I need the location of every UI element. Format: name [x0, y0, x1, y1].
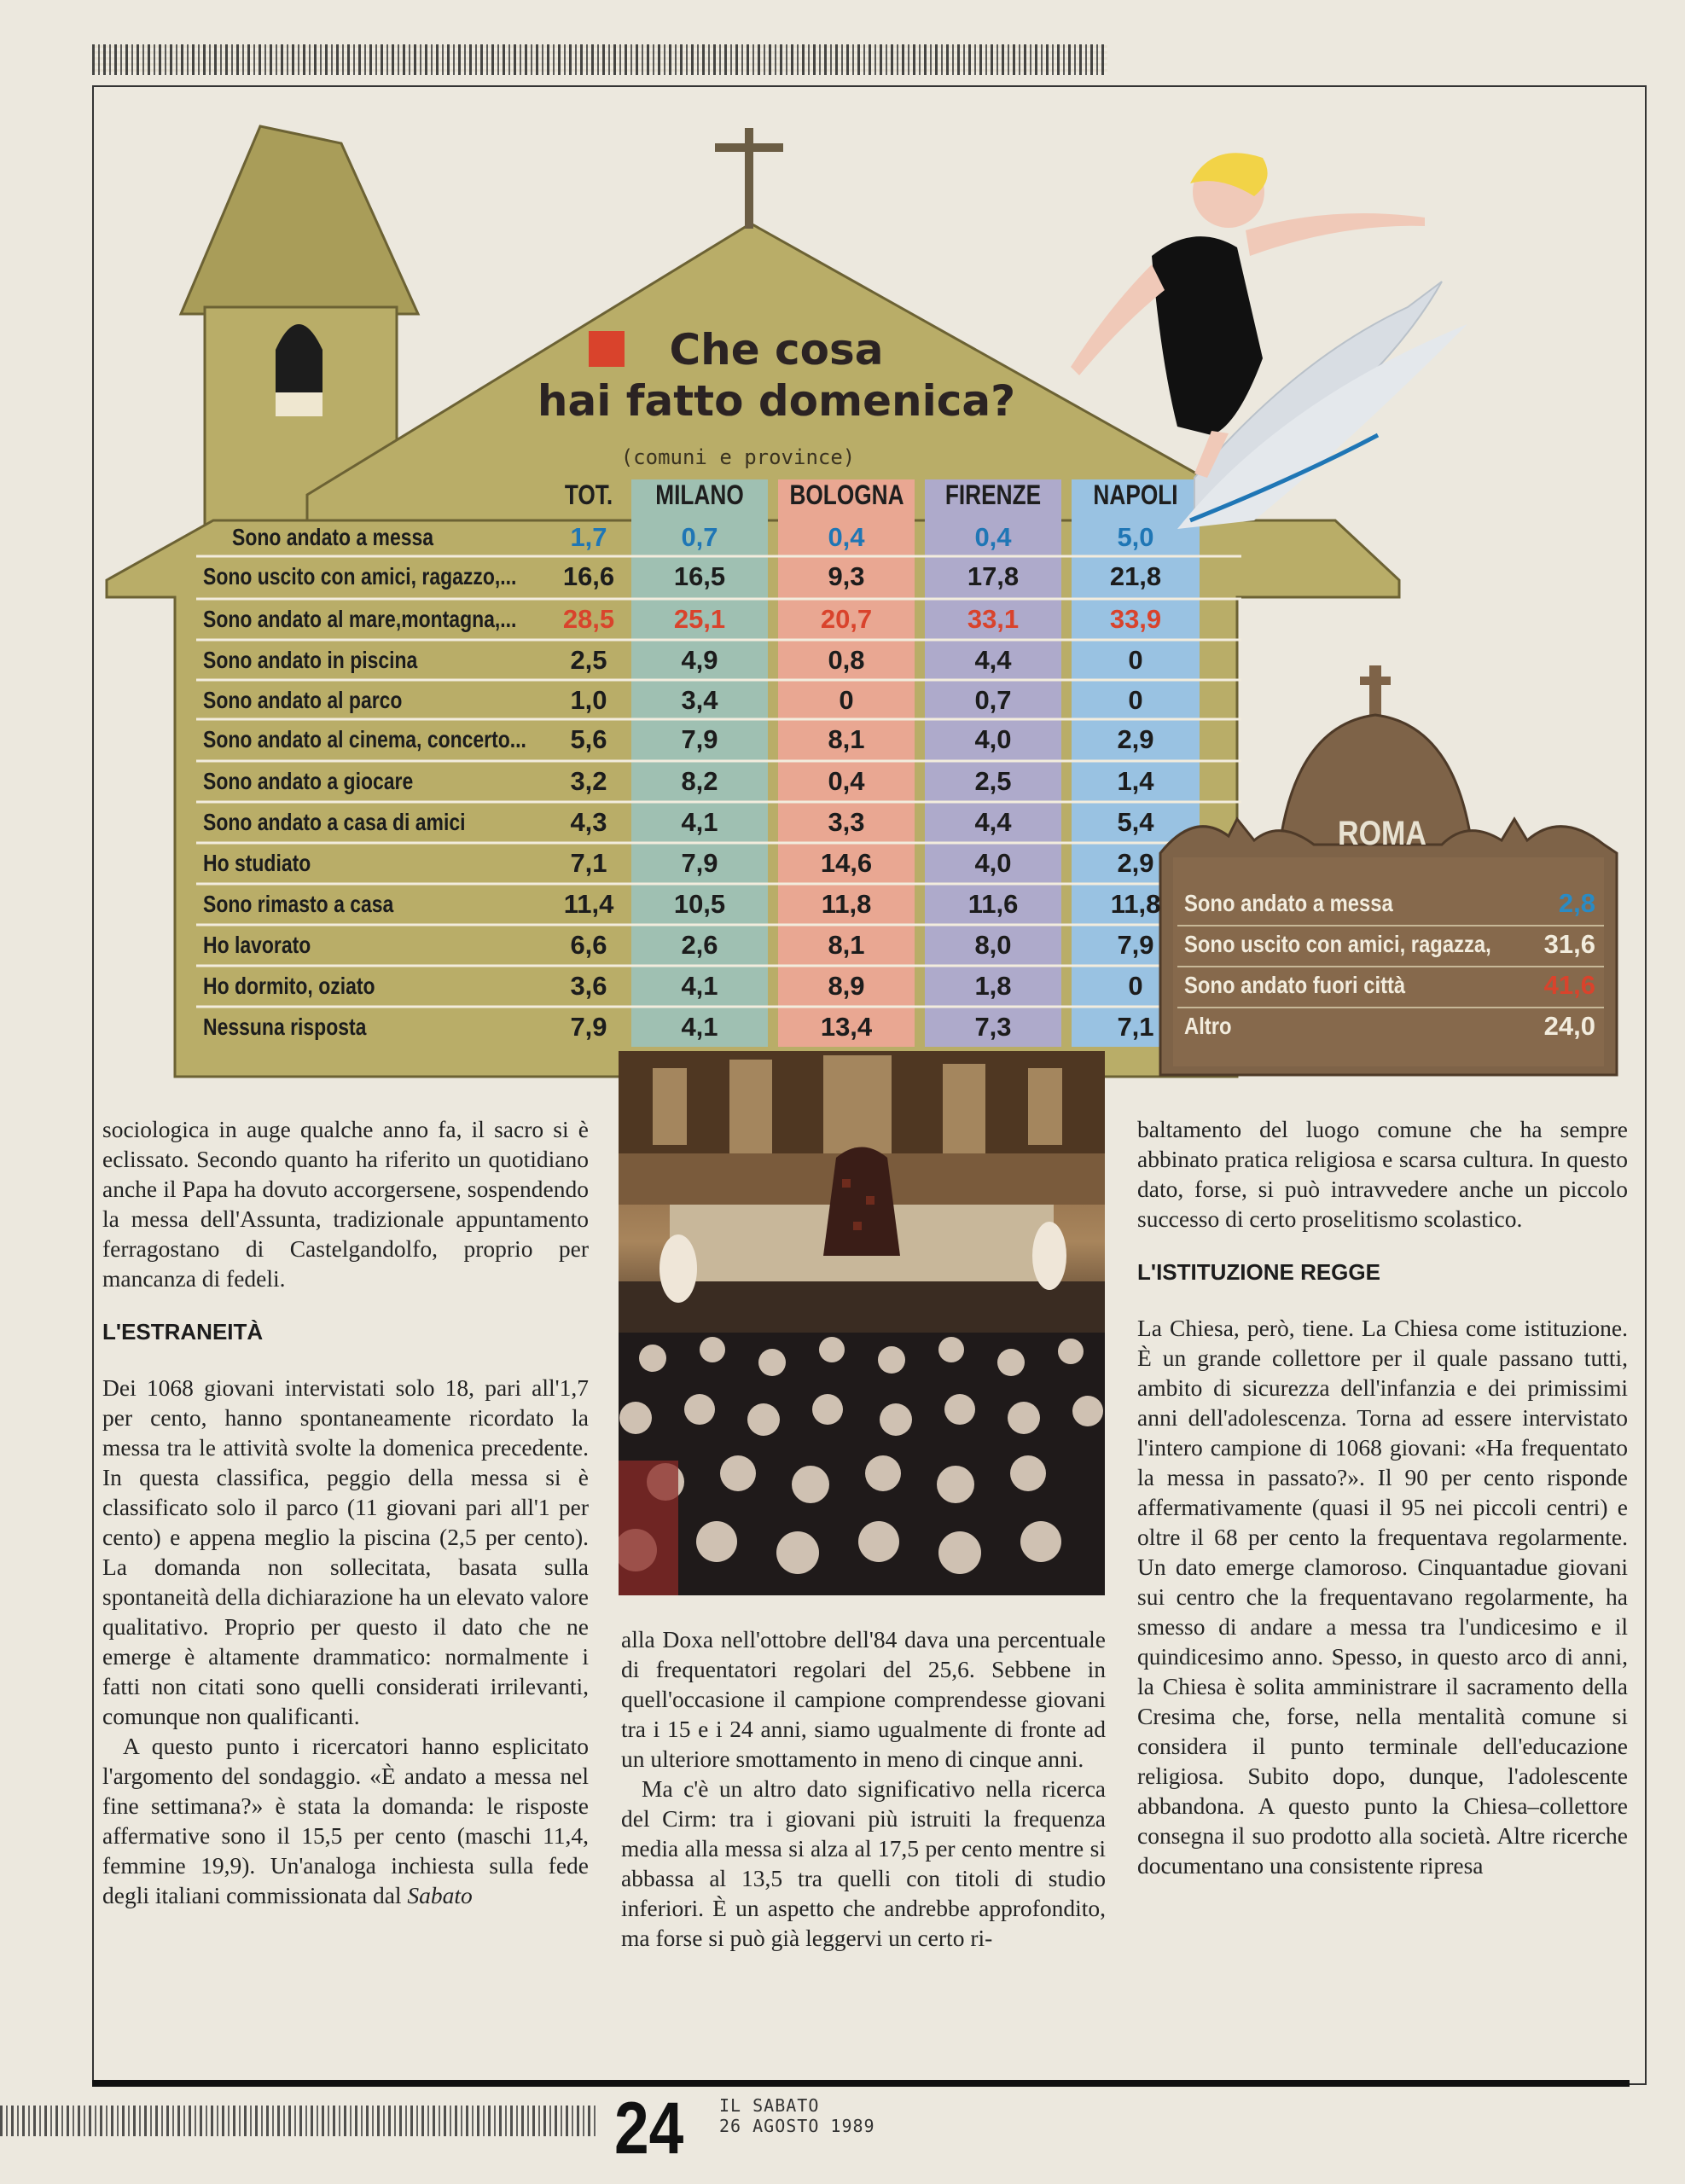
row-value-tot: 16,6: [562, 561, 615, 591]
row-value-milano: 2,6: [681, 930, 718, 960]
footer-info: [719, 2095, 875, 2136]
row-value-napoli: 11,8: [1110, 889, 1161, 919]
issue-date: 26 AGOSTO 1989: [719, 2116, 875, 2136]
row-value-firenze: 0,4: [974, 522, 1012, 552]
section-heading-istituzione: L'ISTITUZIONE REGGE: [1137, 1259, 1380, 1285]
title-line-1: Che cosa: [669, 325, 884, 375]
row-value-firenze: 4,0: [974, 724, 1012, 754]
row-value-bologna: 8,9: [828, 971, 865, 1001]
row-label: Sono andato al cinema, concerto...: [203, 726, 526, 752]
cross-icon: [745, 128, 753, 229]
row-value-firenze: 4,0: [974, 848, 1012, 878]
row-value-bologna: 0: [839, 685, 854, 715]
row-value-bologna: 0,4: [828, 766, 865, 796]
row-label: Ho lavorato: [203, 932, 311, 958]
col3-paragraph-2: La Chiesa, però, tiene. La Chiesa come istituzione. È un grande collettore per il quale passano tutti, ambito di sicurezza dell'infanzia e dei primissimi anni dell'adolescenza. Torna ad essere intervistato l'intero campione di 1068 giovani: «Ha frequentato la messa in passato?». Il 90 per cento risponde affermativamente (quasi il 95 nei piccoli centri) e oltre il 68 per cento la frequentava regolarmente. Un dato emerge clamoroso. Cinquantadue giovani sui centro che la frequentavano regolarmente, ha smesso di andare a messa tra l'undicesimo e il quindicesimo anno. Spesso, in questo arco di anni, la Chiesa è solita amministrare il sacramento della Cresima che, forse, nella mentalità comune si considera il punto terminale dell'educazione religiosa. Subito dopo, dunque, l'adolescente abbandona. A questo punto la Chiesa–collettore consegna il suo prodotto alla società. Altre ricerche documentano una consistente ripresa: [1137, 1315, 1628, 1879]
article-column-3: [1137, 1114, 1628, 1880]
row-value-tot: 3,6: [570, 971, 607, 1001]
infographic-subtitle: (comuni e province): [620, 445, 856, 469]
row-value-tot: 2,5: [570, 645, 607, 675]
row-value-milano: 0,7: [681, 522, 718, 552]
row-value-napoli: 0: [1128, 971, 1143, 1001]
row-value-napoli: 7,1: [1117, 1012, 1154, 1042]
row-value-bologna: 11,8: [821, 889, 872, 919]
column-header-milano: MILANO: [655, 479, 744, 510]
roma-row-label: Sono andato fuori città: [1184, 972, 1406, 998]
row-value-tot: 4,3: [570, 807, 607, 837]
article-column-1: [102, 1114, 589, 1910]
title-line-2: hai fatto domenica?: [537, 376, 1016, 426]
row-value-tot: 1,0: [570, 685, 607, 715]
column-header-bologna: BOLOGNA: [789, 479, 904, 510]
row-label: Sono andato al parco: [203, 687, 403, 713]
col1-paragraph-1: sociologica in auge qualche anno fa, il sacro si è eclissato. Secondo quanto ha riferito un quotidiano anche il Papa ha dovuto accorgersene, sospendendo la messa dell'Assunta, tradizionale appuntamento ferragostano di Castelgandolfo, proprio per mancanza di fedeli.: [102, 1116, 589, 1292]
col1-paragraph-3: [102, 1731, 589, 1910]
row-value-bologna: 14,6: [820, 848, 873, 878]
roma-row-label: Altro: [1184, 1013, 1232, 1039]
row-label: Ho dormito, oziato: [203, 973, 375, 999]
column-header-tot: TOT.: [564, 479, 613, 510]
row-value-tot: 7,9: [570, 1012, 607, 1042]
row-label: Sono andato a giocare: [203, 768, 414, 794]
congregation-heads: [619, 1333, 1105, 1595]
row-value-milano: 4,1: [681, 971, 718, 1001]
footer-rule: [92, 2080, 1630, 2087]
row-value-milano: 4,1: [681, 807, 718, 837]
row-value-bologna: 8,1: [828, 724, 865, 754]
col1-paragraph-3-text: A questo punto i ricercatori hanno esplicitato l'argomento del sondaggio. «È andato a messa nel fine settimana?» è stata la domanda: le risposte affermative sono il 15,5 per cento (maschi 11,4, femmine 19,9). Un'analoga inchiesta sulla fede degli italiani commissionata dal: [102, 1733, 589, 1908]
row-value-tot: 3,2: [570, 766, 607, 796]
column-header-napoli: NAPOLI: [1093, 479, 1178, 510]
roma-row-value: 31,6: [1543, 929, 1595, 959]
row-label: Sono uscito con amici, ragazzo,...: [203, 563, 517, 590]
magazine-name: IL SABATO: [719, 2095, 820, 2116]
row-value-bologna: 0,4: [828, 522, 865, 552]
col3-paragraph-1: baltamento del luogo comune che ha sempre abbinato pratica religiosa e scarsa cultura. In questo dato, forse, si può intravvedere anche un piccolo successo di certo proselitismo scolastico.: [1137, 1116, 1628, 1232]
roma-row-value: 24,0: [1543, 1011, 1595, 1041]
row-value-tot: 28,5: [562, 604, 615, 634]
row-value-napoli: 1,4: [1117, 766, 1154, 796]
infographic-title: [478, 324, 1075, 427]
row-label: Nessuna risposta: [203, 1014, 367, 1040]
row-value-milano: 25,1: [673, 604, 726, 634]
col1-paragraph-2: Dei 1068 giovani intervistati solo 18, pari all'1,7 per cento, hanno spontaneamente ricordato la messa tra le attività svolte la domenica precedente. In questa classifica, peggio della messa si è classificato solo il parco (11 giovani pari all'1 per cento) e appena meglio la piscina (2,5 per cento). La domanda non sollecitata, basata sulla spontaneità della dichiarazione ha un elevato valore qualitativo. Proprio per questo il dato che ne emerge è altamente drammatico: normalmente i fatti non citati sono quelli considerati irrilevanti, comunque non qualificanti.: [102, 1374, 589, 1729]
row-value-firenze: 4,4: [974, 645, 1012, 675]
row-value-napoli: 2,9: [1117, 848, 1154, 878]
row-value-milano: 10,5: [673, 889, 726, 919]
bell-tower-roof: [181, 126, 418, 314]
row-value-napoli: 5,4: [1117, 807, 1154, 837]
row-value-milano: 7,9: [681, 848, 718, 878]
col2-paragraph-1: alla Doxa nell'ottobre dell'84 dava una percentuale di frequentatori regolari del 25,6. Sebbene in quell'occasione il campione comprendesse giovani tra i 15 e i 24 anni, siamo ugualmente di fronte ad un ulteriore smottamento in meno di cinque anni.: [621, 1626, 1106, 1772]
row-value-napoli: 7,9: [1117, 930, 1154, 960]
row-value-napoli: 2,9: [1117, 724, 1154, 754]
row-value-napoli: 5,0: [1117, 522, 1154, 552]
row-label: Sono rimasto a casa: [203, 891, 394, 917]
church-mass-photo: [619, 1051, 1105, 1595]
row-value-milano: 16,5: [673, 561, 726, 591]
column-header-firenze: FIRENZE: [944, 479, 1042, 510]
row-value-bologna: 3,3: [828, 807, 865, 837]
row-value-milano: 4,1: [681, 1012, 718, 1042]
row-value-bologna: 0,8: [828, 645, 865, 675]
roma-row-value: 41,6: [1543, 970, 1595, 1000]
col1-paragraph-3-emphasis: Sabato: [407, 1882, 473, 1908]
row-value-tot: 6,6: [570, 930, 607, 960]
row-value-milano: 3,4: [681, 685, 718, 715]
row-value-firenze: 0,7: [974, 685, 1012, 715]
row-label: Sono andato in piscina: [203, 647, 418, 673]
col2-paragraph-2: Ma c'è un altro dato significativo nella ricerca del Cirm: tra i giovani più istruiti la frequenza media alla messa si alza al 17,5 per cento mentre si abbassa al 13,5 tra quelli con titoli di studio inferiori. È un aspetto che andrebbe approfondito, ma forse si può già leggervi un certo ri-: [621, 1775, 1106, 1951]
decorative-border-bottom: [0, 2106, 597, 2136]
row-value-firenze: 11,6: [967, 889, 1019, 919]
row-value-napoli: 0: [1128, 685, 1143, 715]
roma-row-label: Sono uscito con amici, ragazza,: [1184, 931, 1491, 957]
row-value-tot: 11,4: [563, 889, 614, 919]
row-value-milano: 4,9: [681, 645, 718, 675]
row-value-firenze: 4,4: [974, 807, 1012, 837]
article-column-2: [621, 1624, 1106, 1953]
row-value-firenze: 7,3: [974, 1012, 1012, 1042]
row-value-firenze: 8,0: [974, 930, 1012, 960]
row-value-bologna: 20,7: [820, 604, 873, 634]
row-value-milano: 7,9: [681, 724, 718, 754]
row-value-tot: 1,7: [570, 522, 607, 552]
row-value-milano: 8,2: [681, 766, 718, 796]
row-value-tot: 7,1: [570, 848, 607, 878]
row-value-firenze: 17,8: [967, 561, 1020, 591]
row-value-firenze: 33,1: [967, 604, 1020, 634]
roma-row-value: 2,8: [1558, 888, 1595, 918]
row-value-bologna: 8,1: [828, 930, 865, 960]
row-value-napoli: 21,8: [1109, 561, 1162, 591]
roma-row-label: Sono andato a messa: [1184, 890, 1393, 916]
row-value-firenze: 1,8: [974, 971, 1012, 1001]
row-value-bologna: 9,3: [828, 561, 865, 591]
row-value-bologna: 13,4: [820, 1012, 873, 1042]
row-value-napoli: 33,9: [1109, 604, 1162, 634]
row-value-tot: 5,6: [570, 724, 607, 754]
row-value-firenze: 2,5: [974, 766, 1012, 796]
row-label: Sono andato al mare,montagna,...: [203, 606, 517, 632]
roma-title: ROMA: [1338, 815, 1426, 852]
row-label: Sono andato a messa: [232, 524, 434, 550]
row-label: Sono andato a casa di amici: [203, 809, 466, 835]
page-number: 24: [614, 2088, 684, 2169]
section-heading-estraneita: L'ESTRANEITÀ: [102, 1319, 264, 1345]
row-label: Ho studiato: [203, 850, 311, 876]
row-value-napoli: 0: [1128, 645, 1143, 675]
